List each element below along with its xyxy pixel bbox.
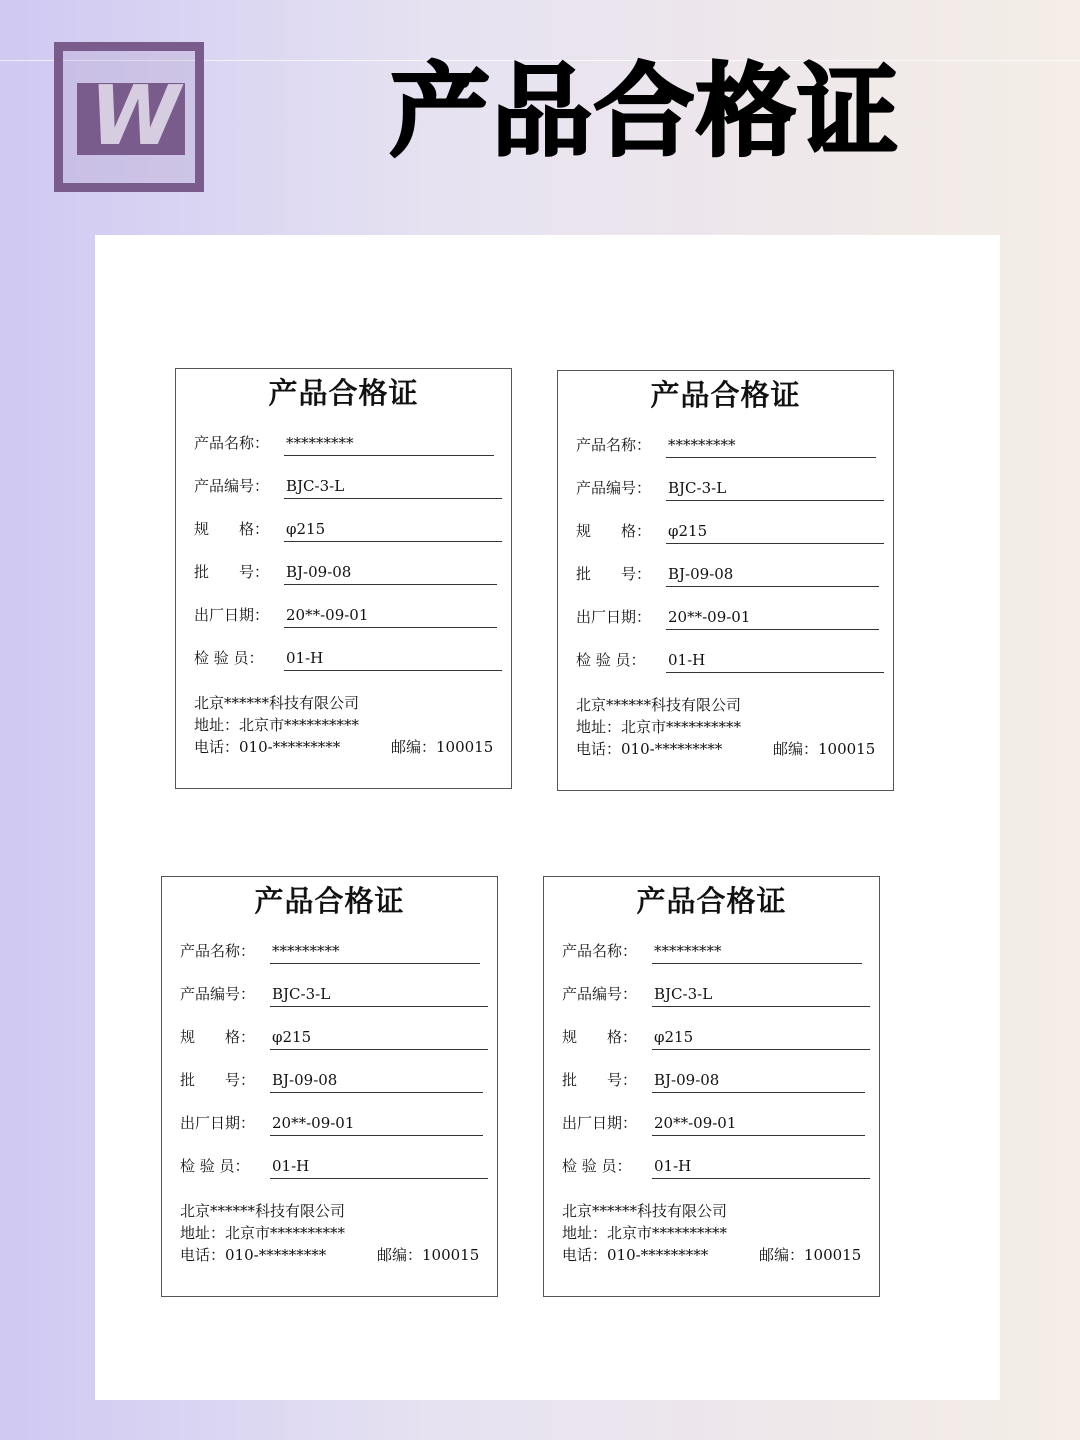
certificate-card <box>543 876 880 1297</box>
field-value: BJ-09-08 <box>666 561 879 587</box>
company-name: 北京******科技有限公司 <box>562 1202 728 1220</box>
company-address: 地址：北京市********** <box>562 1224 728 1242</box>
field-label: 批 号： <box>562 1071 638 1089</box>
company-zip: 邮编：100015 <box>391 738 494 756</box>
field-value: BJC-3-L <box>284 473 502 499</box>
field-label: 检 验 员： <box>194 649 264 667</box>
field-value: BJC-3-L <box>666 475 884 501</box>
field-label: 产品编号： <box>576 479 652 497</box>
company-zip: 邮编：100015 <box>377 1246 480 1264</box>
company-contact <box>194 736 494 758</box>
field-label: 出厂日期： <box>562 1114 638 1132</box>
field-value: 20**-09-01 <box>270 1110 483 1136</box>
company-zip: 邮编：100015 <box>759 1246 862 1264</box>
field-value: BJ-09-08 <box>284 559 497 585</box>
company-zip: 邮编：100015 <box>773 740 876 758</box>
certificate-title: 产品合格证 <box>268 376 419 410</box>
field-label: 产品名称： <box>562 942 638 960</box>
field-label: 检 验 员： <box>562 1157 632 1175</box>
field-value: BJ-09-08 <box>270 1067 483 1093</box>
field-label: 产品名称： <box>194 434 270 452</box>
company-name: 北京******科技有限公司 <box>180 1202 346 1220</box>
field-value: 01-H <box>652 1153 870 1179</box>
company-name: 北京******科技有限公司 <box>194 694 360 712</box>
field-value: BJ-09-08 <box>652 1067 865 1093</box>
word-logo-icon <box>54 42 204 192</box>
field-label: 出厂日期： <box>180 1114 256 1132</box>
field-label: 规 格： <box>576 522 652 540</box>
field-label: 规 格： <box>194 520 270 538</box>
document-sheet <box>95 235 1000 1400</box>
certificate-title: 产品合格证 <box>636 884 787 918</box>
field-value: φ215 <box>652 1024 870 1050</box>
page-title: 产品合格证 <box>390 53 900 170</box>
field-value: 01-H <box>284 645 502 671</box>
field-value: φ215 <box>270 1024 488 1050</box>
field-label: 检 验 员： <box>576 651 646 669</box>
field-label: 批 号： <box>194 563 270 581</box>
field-value: 01-H <box>666 647 884 673</box>
field-value: 20**-09-01 <box>666 604 879 630</box>
certificate-title: 产品合格证 <box>254 884 405 918</box>
field-label: 产品名称： <box>180 942 256 960</box>
company-address: 地址：北京市********** <box>180 1224 346 1242</box>
field-value: 01-H <box>270 1153 488 1179</box>
field-value: ********* <box>652 938 862 964</box>
field-value: BJC-3-L <box>270 981 488 1007</box>
company-phone: 电话：010-********* <box>576 740 723 758</box>
field-label: 规 格： <box>180 1028 256 1046</box>
field-value: φ215 <box>666 518 884 544</box>
company-address: 地址：北京市********** <box>194 716 360 734</box>
field-value: ********* <box>284 430 494 456</box>
company-contact <box>576 738 876 760</box>
field-label: 出厂日期： <box>576 608 652 626</box>
field-value: BJC-3-L <box>652 981 870 1007</box>
company-contact <box>180 1244 480 1266</box>
field-value: φ215 <box>284 516 502 542</box>
company-address: 地址：北京市********** <box>576 718 742 736</box>
certificate-card <box>175 368 512 789</box>
field-label: 规 格： <box>562 1028 638 1046</box>
certificate-card <box>161 876 498 1297</box>
field-label: 出厂日期： <box>194 606 270 624</box>
field-label: 产品编号： <box>562 985 638 1003</box>
field-label: 批 号： <box>576 565 652 583</box>
word-logo-letter: W <box>89 69 177 164</box>
field-label: 产品名称： <box>576 436 652 454</box>
certificate-title: 产品合格证 <box>650 378 801 412</box>
field-label: 产品编号： <box>180 985 256 1003</box>
certificate-card <box>557 370 894 791</box>
field-value: 20**-09-01 <box>284 602 497 628</box>
company-name: 北京******科技有限公司 <box>576 696 742 714</box>
company-phone: 电话：010-********* <box>562 1246 709 1264</box>
field-label: 批 号： <box>180 1071 256 1089</box>
field-value: 20**-09-01 <box>652 1110 865 1136</box>
company-phone: 电话：010-********* <box>194 738 341 756</box>
company-contact <box>562 1244 862 1266</box>
company-phone: 电话：010-********* <box>180 1246 327 1264</box>
field-value: ********* <box>270 938 480 964</box>
field-label: 检 验 员： <box>180 1157 250 1175</box>
field-value: ********* <box>666 432 876 458</box>
field-label: 产品编号： <box>194 477 270 495</box>
